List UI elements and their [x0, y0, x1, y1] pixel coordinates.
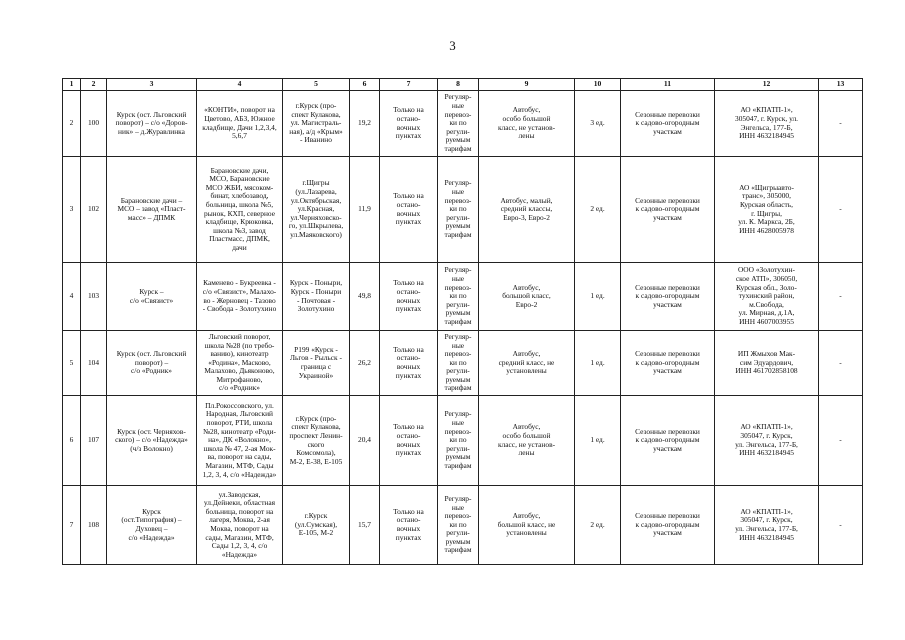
cell-streets: г.Щигры (ул.Лазарева, ул.Октябрьская, ул.Красная, ул.Черняховско- го, ул.Шкрылева, ул.Маяковского): [283, 157, 350, 263]
cell-boarding: Только на остано- вочных пунктах: [380, 396, 438, 486]
cell-boarding: Только на остано- вочных пунктах: [380, 486, 438, 565]
cell-vehicle: Автобус, малый, средний классы, Евро-3, Евро-2: [479, 157, 575, 263]
table-row: [63, 157, 863, 263]
cell-transport-type: Регуляр- ные перевоз- ки по регули- руемым тарифам: [438, 91, 479, 157]
cell-streets: г.Курск (про- спект Кулакова, ул. Магистраль- ная), а/д «Крым» - Иванино: [283, 91, 350, 157]
cell-schedule: Сезонные перевозки к садово-огородным участкам: [621, 486, 715, 565]
cell-transport-type: Регуляр- ные перевоз- ки по регули- руемым тарифам: [438, 263, 479, 331]
header-cell: 4: [197, 79, 283, 91]
header-cell: 3: [107, 79, 197, 91]
cell-carrier: АО «Щигрыавто- транс», 305000, Курская область, г. Щигры, ул. К. Маркса, 2Б, ИНН 4628005978: [715, 157, 819, 263]
cell-transport-type: Регуляр- ные перевоз- ки по регули- руемым тарифам: [438, 486, 479, 565]
cell-vehicle: Автобус, особо большой класс, не установ- лены: [479, 91, 575, 157]
cell-count: 1 ед.: [575, 331, 621, 396]
cell-index: 7: [63, 486, 81, 565]
cell-notes: -: [819, 396, 863, 486]
header-cell: 6: [350, 79, 380, 91]
header-cell: 10: [575, 79, 621, 91]
cell-boarding: Только на остано- вочных пунктах: [380, 263, 438, 331]
cell-stops: Барановские дачи, МСО, Барановские МСО ЖБИ, мясоком- бинат, хлебозавод, больница, школа №5, рынок, КХП, северное кладбище, Крюковка, школа №3, завод Пластмасс, ДПМК, дачи: [197, 157, 283, 263]
cell-route-number: 107: [81, 396, 107, 486]
cell-length: 15,7: [350, 486, 380, 565]
cell-route-name: Курск (ост. Черняхов- ского) – с/о «Надежда» (ч/з Волокно): [107, 396, 197, 486]
cell-carrier: АО «КПАТП-1», 305047, г. Курск, ул. Энгельса, 177-Б, ИНН 4632184945: [715, 486, 819, 565]
header-cell: 12: [715, 79, 819, 91]
cell-route-number: 103: [81, 263, 107, 331]
cell-transport-type: Регуляр- ные перевоз- ки по регули- руемым тарифам: [438, 396, 479, 486]
cell-transport-type: Регуляр- ные перевоз- ки по регули- руемым тарифам: [438, 157, 479, 263]
cell-notes: -: [819, 157, 863, 263]
cell-schedule: Сезонные перевозки к садово-огородным участкам: [621, 91, 715, 157]
table-row: [63, 91, 863, 157]
cell-boarding: Только на остано- вочных пунктах: [380, 91, 438, 157]
table-row: [63, 486, 863, 565]
cell-count: 1 ед.: [575, 396, 621, 486]
cell-count: 2 ед.: [575, 486, 621, 565]
cell-carrier: АО «КПАТП-1», 305047, г. Курск, ул. Энгельса, 177-Б, ИНН 4632184945: [715, 91, 819, 157]
cell-route-name: Курск (ост. Льговский поворот) – с/о «Доров- ник» – д.Журавлинка: [107, 91, 197, 157]
table-row: [63, 396, 863, 486]
cell-notes: -: [819, 263, 863, 331]
cell-index: 3: [63, 157, 81, 263]
header-cell: 2: [81, 79, 107, 91]
cell-schedule: Сезонные перевозки к садово-огородным участкам: [621, 157, 715, 263]
routes-table: [62, 78, 863, 565]
header-row: [63, 79, 863, 91]
cell-notes: -: [819, 91, 863, 157]
cell-route-name: Барановские дачи – МСО – завод «Пласт- масс» – ДПМК: [107, 157, 197, 263]
header-cell: 8: [438, 79, 479, 91]
cell-length: 49,8: [350, 263, 380, 331]
cell-streets: г.Курск (про- спект Кулакова, проспект Ленин- ского Комсомола), М-2, Е-38, Е-105: [283, 396, 350, 486]
cell-route-name: Курск (ост.Типография) – Духовец – с/о «Надежда»: [107, 486, 197, 565]
header-cell: 11: [621, 79, 715, 91]
cell-notes: -: [819, 486, 863, 565]
table-row: [63, 263, 863, 331]
cell-route-name: Курск (ост. Льговский поворот) – с/о «Родник»: [107, 331, 197, 396]
cell-vehicle: Автобус, большой класс, Евро-2: [479, 263, 575, 331]
cell-route-number: 104: [81, 331, 107, 396]
cell-stops: ул.Заводская, ул.Дейнеки, областная больница, поворот на лагеря, Моква, 2-ая Моква, поворот на сады, Магазин, МТФ, Сады 1,2, 3, 4, с/о «Надежда»: [197, 486, 283, 565]
cell-count: 1 ед.: [575, 263, 621, 331]
cell-stops: Льговский поворот, школа №28 (по требо- ванию), кинотеатр «Родина», Масково, Малахово, Дьяконово, Митрофаново, с/о «Родник»: [197, 331, 283, 396]
cell-stops: Каменево - Букреевка - с/о «Связист», Малахо- во - Жерновец - Тазово - Свобода - Золотухино: [197, 263, 283, 331]
cell-boarding: Только на остано- вочных пунктах: [380, 331, 438, 396]
cell-vehicle: Автобус, средний класс, не установлены: [479, 331, 575, 396]
cell-route-name: Курск – с/о «Связист»: [107, 263, 197, 331]
cell-length: 20,4: [350, 396, 380, 486]
cell-route-number: 102: [81, 157, 107, 263]
cell-streets: г.Курск (ул.Сумская), Е-105, М-2: [283, 486, 350, 565]
header-cell: 5: [283, 79, 350, 91]
cell-route-number: 100: [81, 91, 107, 157]
cell-streets: Курск - Поныри, Курск - Поныри - Почтовая - Золотухино: [283, 263, 350, 331]
cell-index: 5: [63, 331, 81, 396]
cell-schedule: Сезонные перевозки к садово-огородным участкам: [621, 263, 715, 331]
cell-length: 19,2: [350, 91, 380, 157]
cell-boarding: Только на остано- вочных пунктах: [380, 157, 438, 263]
table-row: [63, 331, 863, 396]
cell-streets: Р199 «Курск - Льгов - Рыльск - граница с Украиной»: [283, 331, 350, 396]
cell-schedule: Сезонные перевозки к садово-огородным участкам: [621, 331, 715, 396]
cell-vehicle: Автобус, большой класс, не установлены: [479, 486, 575, 565]
cell-index: 2: [63, 91, 81, 157]
cell-schedule: Сезонные перевозки к садово-огородным участкам: [621, 396, 715, 486]
cell-carrier: АО «КПАТП-1», 305047, г. Курск, ул. Энгельса, 177-Б, ИНН 4632184945: [715, 396, 819, 486]
cell-transport-type: Регуляр- ные перевоз- ки по регули- руемым тарифам: [438, 331, 479, 396]
header-cell: 7: [380, 79, 438, 91]
cell-vehicle: Автобус, особо большой класс, не установ- лены: [479, 396, 575, 486]
cell-route-number: 108: [81, 486, 107, 565]
header-cell: 13: [819, 79, 863, 91]
cell-index: 6: [63, 396, 81, 486]
cell-carrier: ООО «Золотухин- ское АТП», 306050, Курская обл., Золо- тухинский район, м.Свобода, ул. Мирная, д.1А, ИНН 4607003955: [715, 263, 819, 331]
cell-stops: Пл.Рокоссовского, ул. Народная, Льговский поворот, РТИ, школа №28, кинотеатр «Роди- на», ДК «Волокно», школа № 47, 2-ая Мок- ва, поворот на сады, Магазин, МТФ, Сады 1,2, 3, 4, с/о «Надежда»: [197, 396, 283, 486]
page-number: 3: [449, 38, 456, 53]
cell-carrier: ИП Жмыхов Мак- сим Эдуардович, ИНН 461702858108: [715, 331, 819, 396]
cell-length: 26,2: [350, 331, 380, 396]
cell-index: 4: [63, 263, 81, 331]
header-cell: 9: [479, 79, 575, 91]
cell-stops: «КОНТИ», поворот на Цветово, АБЗ, Южное кладбище, Дачи 1,2,3,4, 5,6,7: [197, 91, 283, 157]
cell-count: 2 ед.: [575, 157, 621, 263]
cell-length: 11,9: [350, 157, 380, 263]
cell-notes: -: [819, 331, 863, 396]
header-cell: 1: [63, 79, 81, 91]
cell-count: 3 ед.: [575, 91, 621, 157]
